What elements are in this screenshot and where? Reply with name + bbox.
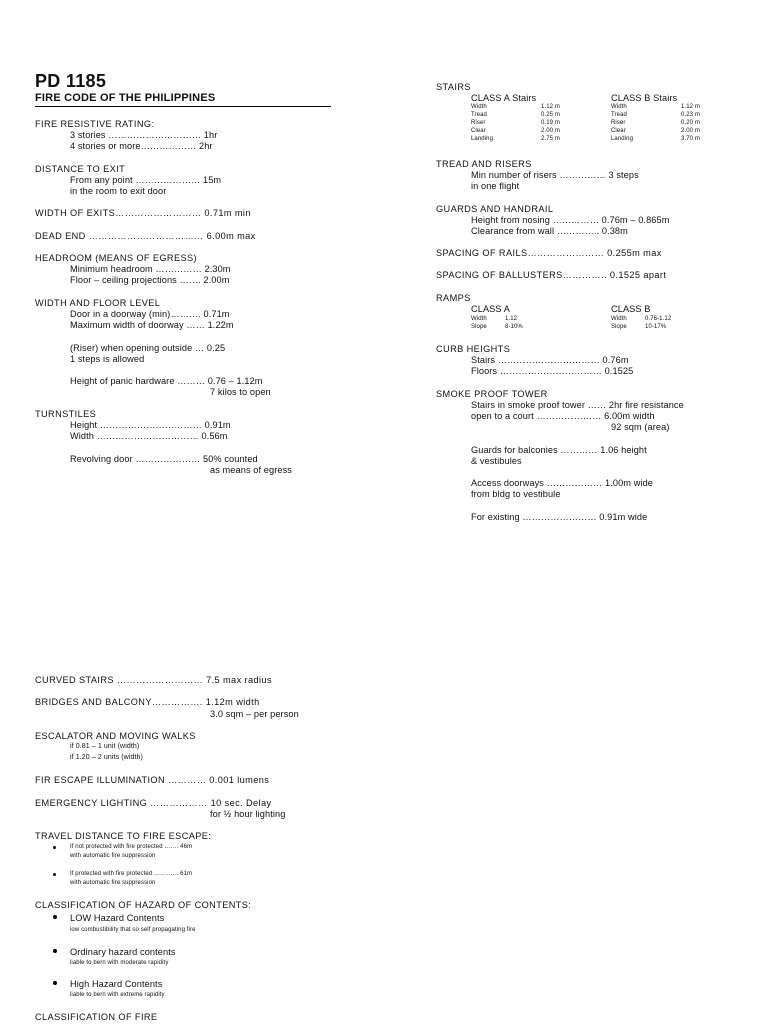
ramps-b-slope-label: Slope	[611, 324, 627, 330]
tread-risers-row: in one flight	[471, 181, 520, 191]
hazard-item: LOW Hazard Contents	[70, 913, 165, 923]
tread-risers-row: Min number of risers …………… 3 steps	[471, 170, 639, 180]
curb-row: Floors …………………………… 0.1525	[471, 366, 634, 376]
curb-heading: CURB HEIGHTS	[436, 344, 511, 354]
fir-escape-illumination: FIR ESCAPE ILLUMINATION ………… 0.001 lumens	[35, 775, 270, 785]
fire-resistive-row: 4 stories or more……………… 2hr	[70, 141, 213, 151]
stairs-a-value: 0.25 m	[541, 112, 560, 118]
travel-row: with automatic fire suppression	[70, 853, 156, 859]
turnstiles-row: as means of egress	[210, 465, 292, 475]
smoke-row: 92 sqm (area)	[611, 422, 670, 432]
hazard-item: High Hazard Contents	[70, 979, 163, 989]
fire-resistive-row: 3 stories ………………………… 1hr	[70, 130, 218, 140]
width-of-exits: WIDTH OF EXITS……………………… 0.71m min	[35, 208, 251, 218]
stairs-a-label: Landing	[471, 136, 494, 142]
smoke-row: Guards for balconies ………… 1.06 height	[471, 445, 647, 455]
ramps-a-slope-label: Slope	[471, 324, 487, 330]
travel-row: with automatic fire suppression	[70, 880, 156, 886]
width-floor-row: (Riser) when opening outside … 0.25	[70, 343, 226, 353]
curved-stairs: CURVED STAIRS ……………………… 7.5 max radius	[35, 675, 272, 685]
curb-row: Stairs …………………………… 0.76m	[471, 355, 629, 365]
title-rule	[35, 106, 331, 107]
width-floor-row: Maximum width of doorway …… 1.22m	[70, 320, 234, 330]
stairs-a-value: 0.19 m	[541, 120, 560, 126]
bullet-icon	[53, 873, 56, 876]
stairs-b-label: Clear	[611, 128, 626, 134]
bridges-row: BRIDGES AND BALCONY……………. 1.12m width	[35, 697, 260, 707]
bullet-icon	[53, 949, 57, 953]
smoke-heading: SMOKE PROOF TOWER	[436, 389, 548, 399]
smoke-row: from bldg to vestibule	[471, 489, 561, 499]
headroom-heading: HEADROOM (MEANS OF EGRESS)	[35, 253, 198, 263]
spacing-rails: SPACING OF RAILS…………………… 0.255m max	[436, 248, 662, 258]
ramps-a-width: 1.12	[505, 316, 518, 322]
hazard-item-desc: liable to bern with extreme rapidity	[70, 992, 165, 998]
stairs-b-value: 2.00 m	[681, 128, 700, 134]
width-floor-row: 7 kilos to open	[210, 387, 271, 397]
hazard-item-desc: liable to bern with moderate rapidity	[70, 960, 169, 966]
stairs-class-a-label: CLASS A Stairs	[471, 93, 537, 103]
stairs-b-value: 1.12 m	[681, 104, 700, 110]
ramps-class-a-label: CLASS A	[471, 304, 511, 314]
headroom-row: Floor – ceiling projections ……. 2.00m	[70, 275, 230, 285]
travel-row: If protected with fire protected ………… 61m	[70, 871, 193, 877]
stairs-class-b-label: CLASS B Stairs	[611, 93, 678, 103]
width-floor-row: Door in a doorway (min)………. 0.71m	[70, 309, 230, 319]
bridges-row: 3.0 sqm – per person	[210, 709, 299, 719]
stairs-heading: STAIRS	[436, 82, 471, 92]
escalator-row: if 0.81 – 1 unit (width)	[70, 743, 140, 750]
fire-resistive-heading: FIRE RESISTIVE RATING:	[35, 119, 155, 129]
escalator-heading: ESCALATOR AND MOVING WALKS	[35, 731, 196, 741]
stairs-b-label: Tread	[611, 112, 627, 118]
width-floor-heading: WIDTH AND FLOOR LEVEL	[35, 298, 161, 308]
stairs-a-value: 1.12 m	[541, 104, 560, 110]
stairs-a-value: 2.75 m	[541, 136, 560, 142]
tread-risers-heading: TREAD AND RISERS	[436, 159, 532, 169]
page-title: PD 1185	[35, 71, 107, 91]
ramps-b-width: 0.76-1.12	[645, 316, 672, 322]
escalator-row: if 1.20 – 2 units (width)	[70, 754, 143, 761]
distance-to-exit-heading: DISTANCE TO EXIT	[35, 164, 126, 174]
ramps-class-b-label: CLASS B	[611, 304, 651, 314]
stairs-b-value: 0.23 m	[681, 112, 700, 118]
stairs-a-label: Width	[471, 104, 487, 110]
emergency-row: EMERGENCY LIGHTING ……………… 10 sec. Delay	[35, 798, 272, 808]
stairs-b-label: Landing	[611, 136, 634, 142]
page-subtitle: FIRE CODE OF THE PHILIPPINES	[35, 92, 216, 104]
hazard-item-desc: low combustibility that so self propagating fire	[70, 927, 196, 933]
bullet-icon	[53, 915, 57, 919]
ramps-b-slope: 10-17%	[645, 324, 667, 330]
ramps-a-width-label: Width	[471, 316, 487, 322]
hazard-heading: CLASSIFICATION OF HAZARD OF CONTENTS:	[35, 900, 252, 910]
smoke-row: For existing …………………… 0.91m wide	[471, 512, 648, 522]
dead-end: DEAD END ……………………………… 6.00m max	[35, 231, 256, 241]
smoke-row: & vestibules	[471, 456, 522, 466]
headroom-row: Minimum headroom …………… 2.30m	[70, 264, 231, 274]
width-floor-row: Height of panic hardware ……… 0.76 – 1.12m	[70, 376, 263, 386]
stairs-b-label: Riser	[611, 120, 626, 126]
width-floor-row: 1 steps is allowed	[70, 354, 145, 364]
stairs-a-value: 2.00 m	[541, 128, 560, 134]
ramps-a-slope: 8-10%	[505, 324, 523, 330]
smoke-row: Access doorways ……………… 1.00m wide	[471, 478, 653, 488]
guards-heading: GUARDS AND HANDRAIL	[436, 204, 554, 214]
bullet-icon	[53, 981, 57, 985]
ramps-heading: RAMPS	[436, 293, 471, 303]
travel-heading: TRAVEL DISTANCE TO FIRE ESCAPE:	[35, 831, 212, 841]
turnstiles-row: Revolving door ………………… 50% counted	[70, 454, 258, 464]
stairs-a-label: Riser	[471, 120, 486, 126]
smoke-row: open to a court ………………… 6.00m width	[471, 411, 655, 421]
ramps-b-width-label: Width	[611, 316, 627, 322]
distance-to-exit-row: From any point ………………… 15m	[70, 175, 222, 185]
travel-row: If not protected with fire protected ……. 46m	[70, 844, 193, 850]
turnstiles-row: Width …………………………… 0.56m	[70, 431, 228, 441]
turnstiles-row: Height …………………………… 0.91m	[70, 420, 231, 430]
stairs-a-label: Clear	[471, 128, 486, 134]
spacing-ballusters: SPACING OF BALLUSTERS………….. 0.1525 apart	[436, 270, 667, 280]
guards-row: Height from nosing …………… 0.76m – 0.865m	[471, 215, 670, 225]
turnstiles-heading: TURNSTILES	[35, 409, 97, 419]
distance-to-exit-row: in the room to exit door	[70, 186, 167, 196]
hazard-item: Ordinary hazard contents	[70, 947, 176, 957]
classification-fire-heading: CLASSIFICATION OF FIRE	[35, 1012, 158, 1022]
emergency-row: for ½ hour lighting	[210, 809, 286, 819]
stairs-b-value: 3.70 m	[681, 136, 700, 142]
stairs-b-label: Width	[611, 104, 627, 110]
bullet-icon	[53, 846, 56, 849]
stairs-b-value: 0.20 m	[681, 120, 700, 126]
smoke-row: Stairs in smoke proof tower …… 2hr fire resistance	[471, 400, 684, 410]
stairs-a-label: Tread	[471, 112, 487, 118]
guards-row: Clearance from wall ………….. 0.38m	[471, 226, 628, 236]
